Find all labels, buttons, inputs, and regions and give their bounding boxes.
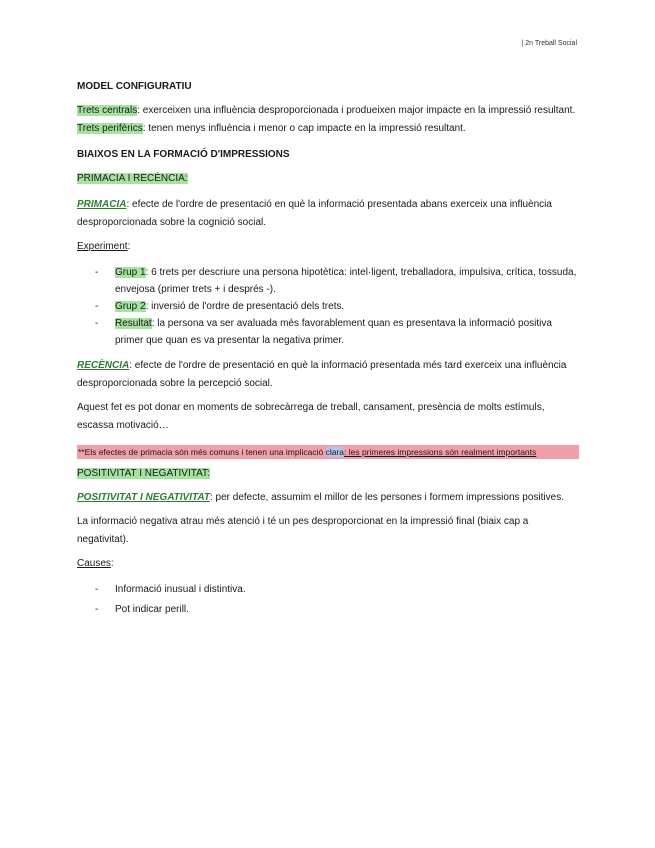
note-part1: **Els efectes de primacia són més comuns i tenen una implicació: [78, 447, 326, 457]
cause-text: Pot indicar perill.: [115, 604, 189, 615]
primacia-recencia-heading: [77, 170, 579, 188]
resultat-text: : la persona va ser avaluada més favorablement quan es presentava la informació positiva primer que quan es va presentar la negativa primer.: [115, 318, 552, 346]
trets-perifers-paragraph: [77, 120, 579, 138]
causes-label: Causes: [77, 558, 111, 569]
dash-marker: -: [95, 267, 99, 278]
positivitat-term: POSITIVITAT I NEGATIVITAT: [77, 492, 210, 503]
grup2-label: Grup 2: [115, 301, 146, 312]
experiment-list: [77, 264, 579, 349]
positivitat-heading-text: POSITIVITAT I NEGATIVITAT:: [77, 468, 210, 479]
dash-marker: -: [95, 301, 99, 312]
grup2-text: : inversió de l'ordre de presentació dels trets.: [145, 301, 345, 312]
document-body: [77, 78, 579, 618]
primacia-term: PRIMACIA: [77, 199, 127, 210]
trets-centrals-text: : exerceixen una influència desproporcionada i produeixen major impacte en la impressió resultant.: [137, 105, 576, 116]
grup1-text: : 6 trets per descriure una persona hipotètica: intel·ligent, treballadora, impulsiva, crítica, tossuda, envejosa (primer trets + i després -).: [115, 267, 577, 295]
primacia-text: : efecte de l'ordre de presentació en què la informació presentada abans exerceix una influència desproporcionada sobre la cognició social.: [77, 199, 552, 228]
trets-centrals-label: Trets centrals: [77, 105, 138, 116]
primacia-note: [77, 445, 579, 459]
positivitat-paragraph: [77, 489, 579, 507]
note-part3: : les primeres impressions són realment importants: [344, 447, 537, 457]
trets-perifers-text: : tenen menys influència i menor o cap impacte en la impressió resultant.: [142, 123, 466, 134]
page-header: | 2n Treball Social: [521, 40, 577, 47]
negativa-paragraph: La informació negativa atrau més atenció i té un pes desproporcionat en la impressió final (biaix cap a negativitat).: [77, 516, 529, 545]
dash-marker: -: [95, 584, 99, 595]
grup1-label: Grup 1: [115, 267, 146, 278]
primacia-recencia-heading-text: PRIMACIA I RECÈNCIA:: [77, 173, 188, 184]
aquest-paragraph: Aquest fet es pot donar en moments de sobrecàrrega de treball, cansament, presència de molts estímuls, escassa motivació…: [77, 402, 545, 431]
note-part2: clara: [325, 447, 344, 457]
biaixos-title: BIAIXOS EN LA FORMACIÓ D'IMPRESSIONS: [77, 149, 290, 160]
experiment-label: Experiment: [77, 241, 128, 252]
primacia-paragraph: [77, 196, 579, 232]
recencia-paragraph: [77, 357, 579, 393]
list-item: [77, 601, 579, 618]
dash-marker: -: [95, 318, 99, 329]
recencia-text: : efecte de l'ordre de presentació en què la informació presentada més tard exerceix una influència desproporcionada sobre la percepció social.: [77, 360, 567, 389]
list-item: [77, 264, 579, 298]
cause-text: Informació inusual i distintiva.: [115, 584, 246, 595]
experiment-heading: [77, 238, 579, 256]
recencia-term: RECÈNCIA: [77, 360, 130, 371]
positivitat-heading: [77, 465, 579, 483]
list-item: [77, 315, 579, 349]
trets-perifers-label: Trets perifèrics: [77, 123, 143, 134]
list-item: [77, 298, 579, 315]
causes-colon: :: [110, 558, 114, 569]
resultat-label: Resultat: [115, 318, 152, 329]
trets-centrals-paragraph: [77, 102, 579, 120]
dash-marker: -: [95, 604, 99, 615]
causes-list: [77, 581, 579, 618]
model-title: MODEL CONFIGURATIU: [77, 81, 192, 92]
experiment-colon: :: [127, 241, 131, 252]
positivitat-text: : per defecte, assumim el millor de les persones i formem impressions positives.: [209, 492, 564, 503]
causes-heading: [77, 555, 579, 573]
list-item: [77, 581, 579, 598]
